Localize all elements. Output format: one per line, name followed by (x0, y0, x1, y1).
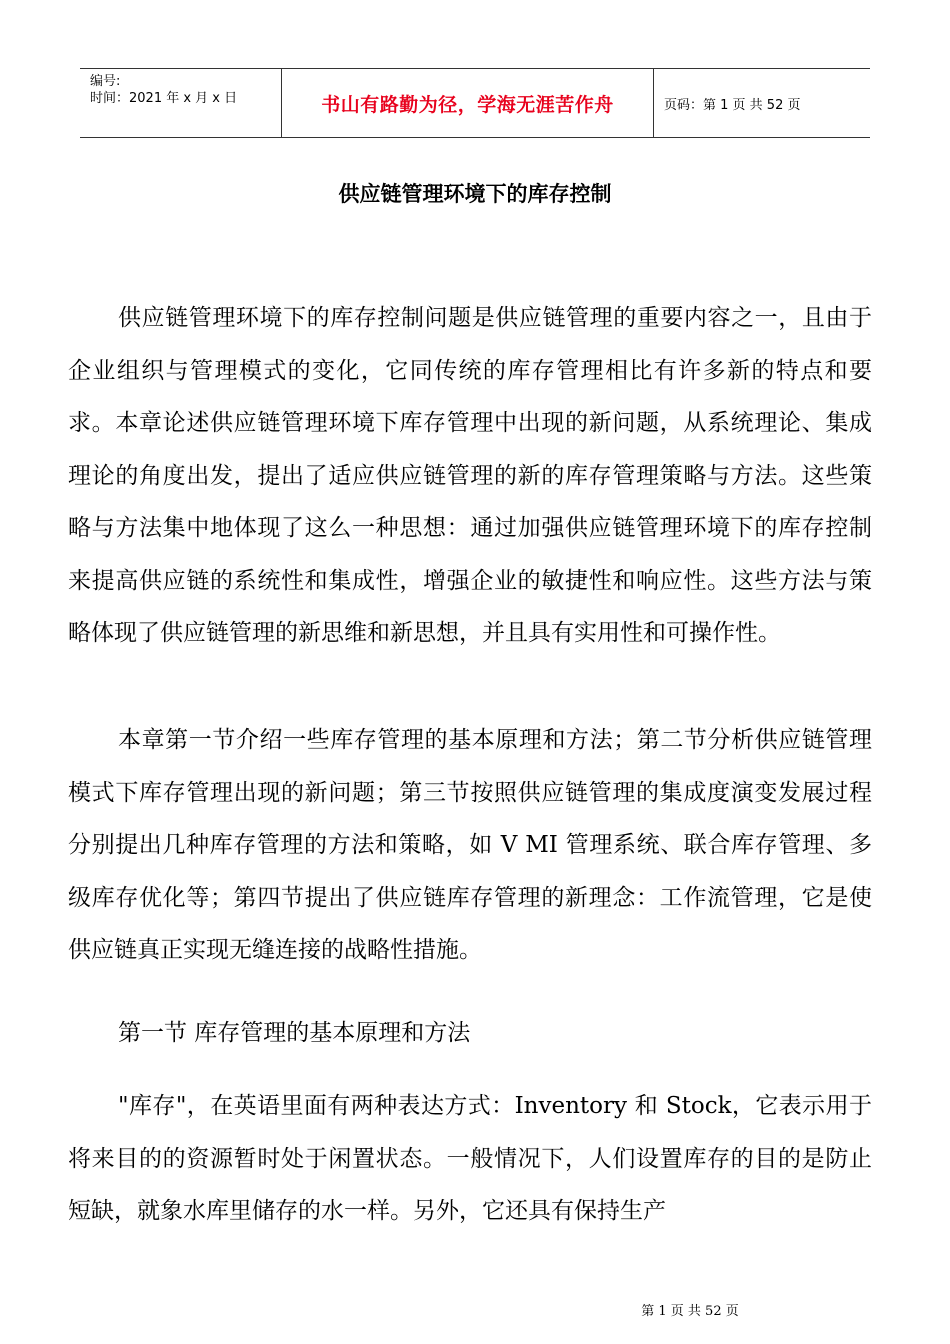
body-paragraph-3: "库存"，在英语里面有两种表达方式：Inventory 和 Stock，它表示用于将来目的的资源暂时处于闲置状态。一般情况下，人们设置库存的目的是防止短缺，就象水库里储存的水一样。另外，它还具有保持生产 (68, 1093, 872, 1224)
section-heading: 第一节 库存管理的基本原理和方法 (118, 1020, 471, 1046)
page-footer: 第 1 页 共 52 页 (641, 1304, 739, 1319)
document-title: 供应链管理环境下的库存控制 (338, 182, 612, 206)
document-number-label: 编号: (90, 74, 121, 89)
body-paragraph-1: 供应链管理环境下的库存控制问题是供应链管理的重要内容之一，且由于企业组织与管理模式的变化，它同传统的库存管理相比有许多新的特点和要求。本章论述供应链管理环境下库存管理中出现的新问题，从系统理论、集成理论的角度出发，提出了适应供应链管理的新的库存管理策略与方法。这些策略与方法集中地体现了这么一种思想：通过加强供应链管理环境下的库存控制来提高供应链的系统性和集成性，增强企业的敏捷性和响应性。这些方法与策略体现了供应链管理的新思维和新思想，并且具有实用性和可操作性。 (68, 305, 872, 646)
header-page-info: 页码：第 1 页 共 52 页 (664, 97, 801, 113)
body-paragraph-2: 本章第一节介绍一些库存管理的基本原理和方法；第二节分析供应链管理模式下库存管理出现的新问题；第三节按照供应链管理的集成度演变发展过程分别提出几种库存管理的方法和策略，如 V MI 管理系统、联合库存管理、多级库存优化等；第四节提出了供应链库存管理的新理念：工作流管理，它是使供应链真正实现无缝连接的战略性措施。 (68, 727, 872, 963)
document-time-label: 时间：2021 年 x 月 x 日 (90, 91, 238, 106)
header-table (80, 68, 870, 138)
header-motto: 书山有路勤为径，学海无涯苦作舟 (282, 69, 654, 137)
header-meta-cell (80, 69, 282, 137)
